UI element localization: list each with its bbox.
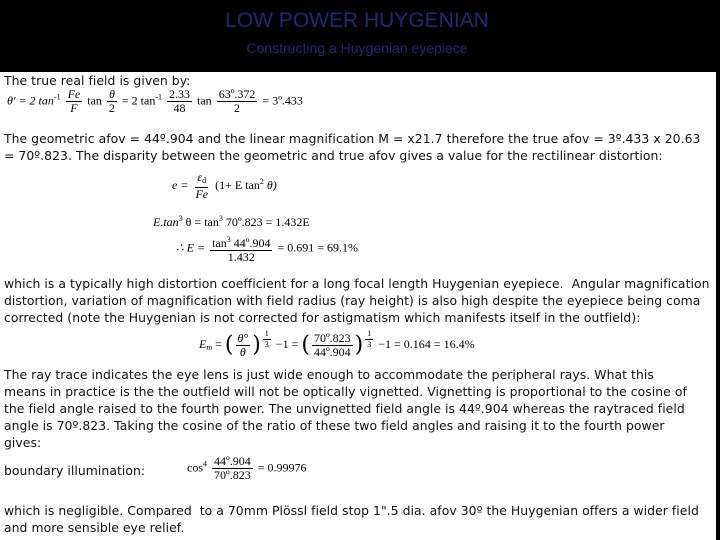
equation-boundary-illumination: $\cos^4$ $\frac{\text{44º.904}}{\text{70º.823}}$ = 0.99976 [187,454,307,482]
fraction: $\frac{\text{70º.823}}{\text{44º.904}}$ [313,330,351,359]
fraction-exponent: $\frac{1}{3}$ [264,329,269,349]
text-paragraph: The ray trace indicates the eye lens is just wide enough to accommodate the peripheral rays. What this [4,367,654,382]
equation-angular-magnification: $E_m$ = ( $\frac{\theta^\circ}{\theta}$ ) $\frac{1}{3}$ −1 = ( $\frac{\text{70º.823}}{\text{44º.904}}$ ) $\frac{1}{3}$ −1 = 0.164 = 16.4% [199,329,475,359]
text-paragraph: corrected (note the Huygenian is not corrected for astigmatism which manifests itself in the outfield): [4,310,641,325]
fraction: $\frac{\theta}{2}$ [108,87,115,115]
document-panel [0,72,716,540]
text-paragraph: and more sensible eye relief. [4,520,185,535]
fraction: $\frac{\tan^3 44º.904}{1.432}$ [212,235,271,264]
text-paragraph: angle is 70º.823. Taking the cosine of the ratio of these two field angles and raising it to the fourth power [4,418,665,433]
fraction: $\frac{Fe}{F}$ [67,87,81,115]
slide-header [0,0,720,72]
text-intro: The true real field is given by: [4,73,191,88]
text-paragraph: distortion, variation of magnification with field radius (ray height) is also high despite the eyepiece being coma [4,293,701,308]
fraction: $\frac{\theta^\circ}{\theta}$ [237,330,249,359]
fraction: $\frac{\text{44º.904}}{\text{70º.823}}$ [214,454,251,482]
text-paragraph: means in practice is the the outfield will not be optically vignetted. Vignetting is proportional to the cosine of [4,384,687,399]
page-title: LOW POWER HUYGENIAN [225,9,489,32]
fraction: $\frac{\text{63º.372}}{2}$ [218,87,256,115]
equation-true-field: θ' = 2 $\tan^{-1}$ $\frac{Fe}{F}$ tan $\frac{\theta}{2}$ = 2 $\tan^{-1}$ $\frac{2.33}{48}$ tan $\frac{\text{63º.372}}{2}$ = 3º.433 [7,87,303,115]
page-subtitle: Constructing a Huygenian eyepiece [246,40,468,56]
equation-distortion: e = $\frac{\varepsilon_d}{Fe}$ (1+ E $\tan^2 \theta$) [172,170,277,201]
fraction: $\frac{2.33}{48}$ [169,87,191,115]
fraction: $\frac{\varepsilon_d}{Fe}$ [195,170,209,201]
text-paragraph: = 70º.823. The disparity between the geometric and true afov gives a value for the rectilinear distortion: [4,148,663,163]
text-paragraph: The geometric afov = 44º.904 and the linear magnification M = x21.7 therefore the true afov = 3º.433 x 20.63 [4,131,701,146]
text-paragraph: which is negligible. Compared to a 70mm Plössl field stop 1".5 dia. afov 30º the Huygenian offers a wider field [4,503,699,518]
boundary-illumination-label: boundary illumination: [4,463,146,478]
text-paragraph: which is a typically high distortion coefficient for a long focal length Huygenian eyepiece. Angular magnification [4,276,710,291]
fraction-exponent: $\frac{1}{3}$ [367,329,372,349]
text-paragraph: gives: [4,435,42,450]
equation-e-value: ∴ E = $\frac{\tan^3 44º.904}{1.432}$ = 0.691 = 69.1% [176,235,358,264]
text-paragraph: the field angle raised to the fourth power. The unvignetted field angle is 44º.904 whereas the raytraced field [4,401,685,416]
equation-e-tan: $E.\tan^3$ $\theta = \tan^3$ 70º.823 = 1.432E [153,214,310,229]
